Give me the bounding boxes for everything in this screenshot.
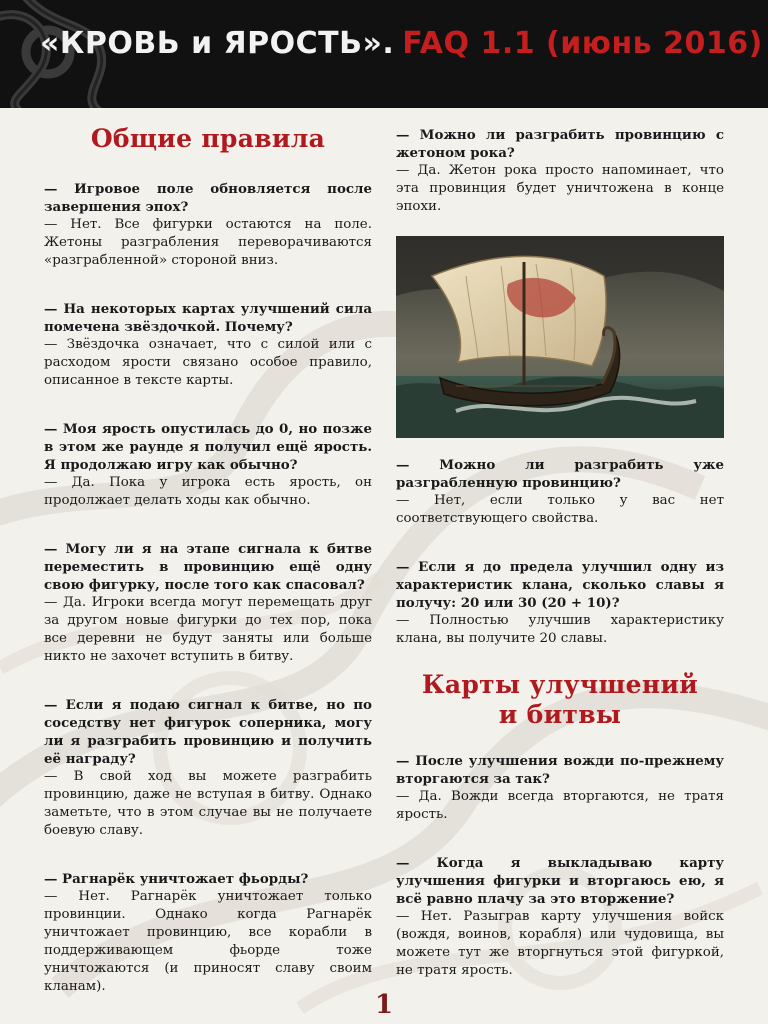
right-column-top [396,126,724,216]
faq-question: — Если я до предела улучшил одну из характеристик клана, сколько славы я получу: 20 или 30 (20 + 10)? [396,559,724,611]
left-column [44,108,372,996]
faq-question: — После улучшения вожди по-прежнему вторгаются за так? [396,753,724,787]
title-faq-version: FAQ 1.1 (июнь 2016) [402,26,763,61]
faq-question: — На некоторых картах улучшений сила помечена звёздочкой. Почему? [44,301,372,335]
faq-answer: — Да. Вожди всегда вторгаются, не тратя ярость. [396,789,724,822]
page-number: 1 [374,990,394,1020]
faq-question: — Можно ли разграбить провинцию с жетоном рока? [396,127,724,161]
faq-item [44,540,372,666]
right-column-middle [396,456,724,980]
faq-answer: — Да. Пока у игрока есть ярость, он продолжает делать ходы как обычно. [44,475,372,508]
faq-question: — Если я подаю сигнал к битве, но по соседству нет фигурок соперника, могу ли я разграбить провинцию и получить её награду? [44,697,372,767]
faq-item [44,696,372,840]
section-heading-general-rules: Общие правила [90,124,326,153]
faq-item [396,752,724,824]
faq-question: — Рагнарёк уничтожает фьорды? [44,871,309,887]
faq-item [44,870,372,996]
faq-item [396,558,724,648]
viking-ship-illustration [396,236,724,438]
faq-item [396,126,724,216]
faq-answer: — В свой ход вы можете разграбить провинцию, даже не вступая в битву. Однако заметьте, что в этом случае вы не получаете боевую славу. [44,769,372,838]
faq-answer: — Полностью улучшив характеристику клана, вы получите 20 славы. [396,613,724,646]
faq-item [396,456,724,528]
faq-answer: — Нет, если только у вас нет соответствующего свойства. [396,493,724,526]
faq-answer: — Да. Игроки всегда могут перемещать друг за другом новые фигурки до тех пор, пока все деревни не будут заняты или больше никто не захочет вступить в битву. [44,595,372,664]
faq-item [396,854,724,980]
title-main: «КРОВЬ и ЯРОСТЬ». [40,26,395,61]
heading-line: Карты улучшений [421,670,699,699]
faq-answer: — Да. Жетон рока просто напоминает, что эта провинция будет уничтожена в конце эпохи. [396,163,724,214]
faq-question: — Моя ярость опустилась до 0, но позже в этом же раунде я получил ещё ярость. Я продолжаю игру как обычно? [44,421,372,473]
page-title [40,26,763,61]
faq-item [44,420,372,510]
faq-question: — Могу ли я на этапе сигнала к битве переместить в провинцию ещё одну свою фигурку, после того как спасовал? [44,541,372,593]
heading-line: и битвы [498,700,622,729]
faq-answer: — Нет. Все фигурки остаются на поле. Жетоны разграбления переворачиваются «разграбленной» стороной вниз. [44,217,372,268]
faq-question: — Когда я выкладываю карту улучшения фигурки и вторгаюсь ею, я всё равно плачу за это вторжение? [396,855,724,907]
faq-item [44,300,372,390]
faq-question: — Можно ли разграбить уже разграбленную провинцию? [396,457,724,491]
faq-item [44,180,372,270]
faq-question: — Игровое поле обновляется после завершения эпох? [44,181,372,215]
faq-answer: — Нет. Разыграв карту улучшения войск (вождя, воинов, корабля) или чудовища, вы можете тут же вторгнуться этой фигуркой, не тратя ярость. [396,909,724,978]
faq-answer: — Звёздочка означает, что с силой или с расходом ярости связано особое правило, описанное в тексте карты. [44,337,372,388]
faq-answer: — Нет. Рагнарёк уничтожает только провинции. Однако когда Рагнарёк уничтожает провинцию, все корабли в поддерживающем фьорде тоже уничтожаются (и приносят славу своим кланам). [44,889,372,994]
page-header [0,0,768,108]
section-heading-upgrades-and-battles [396,670,724,730]
